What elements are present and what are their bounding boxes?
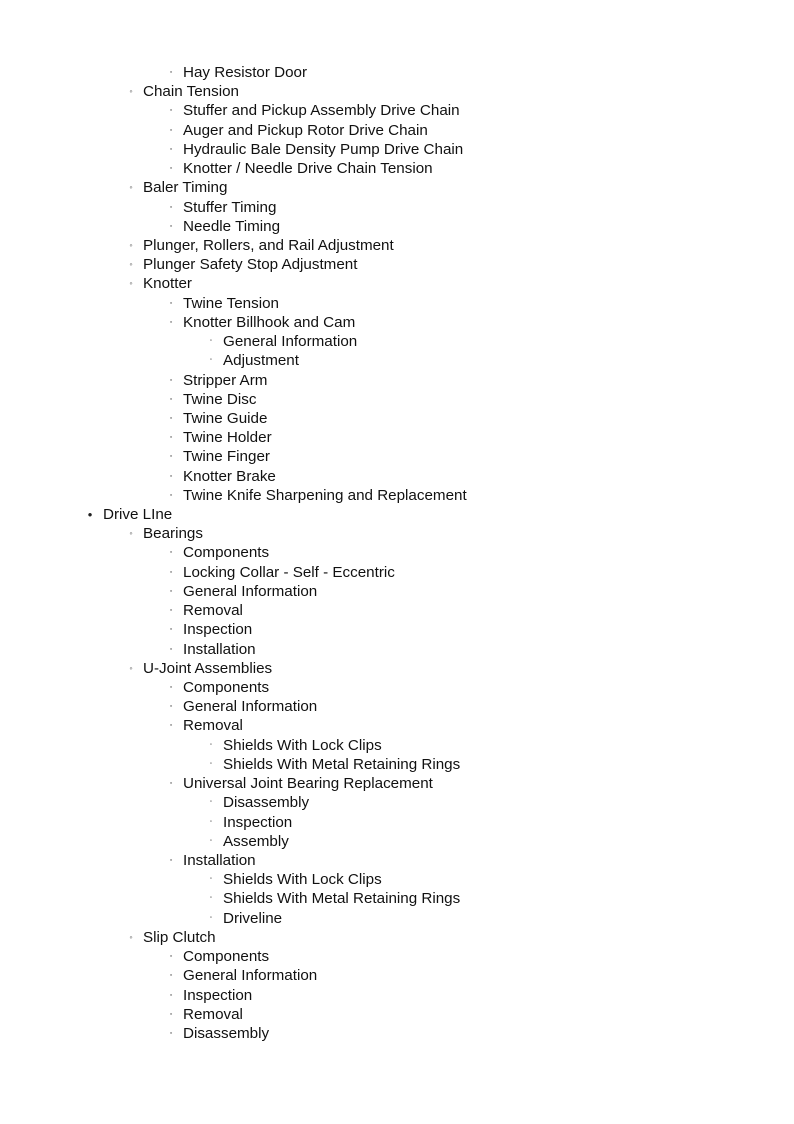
bullet-icon: ▫	[169, 953, 173, 961]
outline-item-level-4	[0, 793, 794, 812]
outline-item-level-3	[0, 101, 794, 120]
outline-item-level-3	[0, 1024, 794, 1043]
bullet-icon: ▫	[169, 318, 173, 326]
outline-item-level-3	[0, 947, 794, 966]
bullet-icon: ▫	[169, 126, 173, 134]
outline-item-label: Components	[183, 544, 270, 562]
outline-item-label: Driveline	[223, 909, 283, 927]
bullet-icon: ◦	[129, 259, 133, 270]
outline-item-level-4	[0, 870, 794, 889]
outline-item-level-4	[0, 909, 794, 928]
outline-item-label: Installation	[183, 640, 256, 658]
bullet-icon: ▫	[209, 357, 213, 364]
outline-item-label: Twine Holder	[183, 429, 272, 447]
bullet-icon: ◦	[129, 278, 133, 289]
outline-item-level-3	[0, 390, 794, 409]
outline-item-level-2	[0, 82, 794, 101]
bullet-icon: ▫	[169, 472, 173, 480]
outline-item-level-3	[0, 447, 794, 466]
bullet-icon: ▫	[209, 338, 213, 345]
outline-item-level-3	[0, 774, 794, 793]
outline-item-label: Universal Joint Bearing Replacement	[183, 775, 433, 793]
outline-item-level-3	[0, 601, 794, 620]
outline-item-label: Needle Timing	[183, 217, 281, 235]
outline-item-label: Assembly	[223, 832, 289, 850]
outline-item-label: Knotter Billhook and Cam	[183, 313, 356, 331]
bullet-icon: ▫	[169, 722, 173, 730]
outline-item-label: Stuffer and Pickup Assembly Drive Chain	[183, 102, 460, 120]
bullet-icon: •	[87, 507, 93, 523]
outline-item-level-3	[0, 371, 794, 390]
document-outline	[0, 63, 794, 1043]
bullet-icon: ▫	[169, 299, 173, 307]
outline-item-label: General Information	[183, 582, 318, 600]
outline-item-label: Twine Guide	[183, 409, 268, 427]
outline-item-level-4	[0, 351, 794, 370]
outline-item-label: Disassembly	[223, 794, 310, 812]
outline-item-level-2	[0, 524, 794, 543]
outline-item-level-3	[0, 121, 794, 140]
outline-item-label: Components	[183, 948, 270, 966]
outline-item-label: Twine Disc	[183, 390, 257, 408]
outline-item-label: Knotter	[143, 275, 192, 293]
outline-item-level-3	[0, 697, 794, 716]
bullet-icon: ▫	[209, 895, 213, 902]
bullet-icon: ▫	[169, 780, 173, 788]
bullet-icon: ◦	[129, 528, 133, 539]
bullet-icon: ▫	[209, 799, 213, 806]
outline-item-label: General Information	[223, 333, 358, 351]
bullet-icon: ▫	[169, 222, 173, 230]
outline-item-level-3	[0, 428, 794, 447]
outline-item-level-3	[0, 986, 794, 1005]
outline-item-label: Locking Collar - Self - Eccentric	[183, 563, 395, 581]
bullet-icon: ▫	[169, 972, 173, 980]
outline-item-label: Plunger Safety Stop Adjustment	[143, 256, 358, 274]
outline-item-level-4	[0, 832, 794, 851]
bullet-icon: ▫	[169, 1029, 173, 1037]
outline-item-level-3	[0, 198, 794, 217]
outline-item-level-3	[0, 620, 794, 639]
outline-item-level-2	[0, 178, 794, 197]
outline-item-label: Bearings	[143, 525, 203, 543]
outline-item-label: Twine Finger	[183, 448, 270, 466]
outline-item-level-3	[0, 467, 794, 486]
bullet-icon: ▫	[169, 414, 173, 422]
outline-item-level-3	[0, 678, 794, 697]
outline-item-label: General Information	[183, 698, 318, 716]
bullet-icon: ▫	[169, 165, 173, 173]
outline-item-label: Components	[183, 679, 270, 696]
bullet-icon: ▫	[209, 760, 213, 767]
bullet-icon: ▫	[169, 453, 173, 461]
outline-item-label: Removal	[183, 602, 243, 620]
bullet-icon: ▫	[169, 434, 173, 442]
outline-item-level-4	[0, 755, 794, 774]
bullet-icon: ▫	[209, 914, 213, 921]
outline-item-level-3	[0, 543, 794, 562]
outline-item-level-2	[0, 274, 794, 293]
bullet-icon: ▫	[169, 1010, 173, 1018]
outline-item-level-2	[0, 255, 794, 274]
outline-item-label: Inspection	[183, 621, 253, 639]
outline-item-level-3	[0, 217, 794, 236]
outline-item-label: Inspection	[223, 813, 293, 831]
outline-item-label: Installation	[183, 851, 256, 869]
outline-item-level-2	[0, 928, 794, 947]
outline-item-level-3	[0, 409, 794, 428]
outline-item-level-3	[0, 563, 794, 582]
outline-item-label: U-Joint Assemblies	[143, 659, 273, 677]
outline-item-label: Removal	[183, 717, 243, 735]
bullet-icon: ◦	[129, 86, 133, 97]
outline-item-label: Knotter Brake	[183, 467, 276, 485]
bullet-icon: ▫	[169, 645, 173, 653]
bullet-icon: ▫	[169, 549, 173, 557]
outline-item-label: Auger and Pickup Rotor Drive Chain	[183, 121, 428, 139]
bullet-icon: ◦	[129, 662, 133, 673]
outline-item-level-3	[0, 716, 794, 735]
bullet-icon: ▫	[169, 69, 173, 76]
outline-item-label: Shields With Lock Clips	[223, 736, 382, 754]
outline-item-label: Knotter / Needle Drive Chain Tension	[183, 160, 433, 178]
bullet-icon: ▫	[209, 876, 213, 883]
bullet-icon: ▫	[169, 991, 173, 999]
outline-item-level-3	[0, 486, 794, 505]
bullet-icon: ▫	[169, 703, 173, 711]
outline-item-level-2	[0, 659, 794, 678]
outline-item-level-4	[0, 813, 794, 832]
outline-item-label: Disassembly	[183, 1024, 270, 1042]
bullet-icon: ▫	[209, 818, 213, 825]
outline-item-label: General Information	[183, 967, 318, 985]
bullet-icon: ▫	[169, 395, 173, 403]
bullet-icon: ▫	[169, 491, 173, 499]
outline-item-level-3	[0, 640, 794, 659]
bullet-icon: ▫	[169, 684, 173, 691]
outline-item-label: Shields With Metal Retaining Rings	[223, 755, 461, 773]
outline-item-label: Inspection	[183, 986, 253, 1004]
bullet-icon: ◦	[129, 931, 133, 942]
outline-item-level-4	[0, 332, 794, 351]
outline-item-label: Twine Knife Sharpening and Replacement	[183, 486, 467, 504]
bullet-icon: ▫	[169, 107, 173, 115]
outline-item-label: Stuffer Timing	[183, 198, 277, 216]
outline-item-level-3	[0, 313, 794, 332]
bullet-icon: ▫	[169, 856, 173, 864]
outline-item-level-3	[0, 294, 794, 313]
outline-item-level-3	[0, 582, 794, 601]
bullet-icon: ◦	[129, 182, 133, 193]
outline-item-label: Hydraulic Bale Density Pump Drive Chain	[183, 140, 464, 158]
bullet-icon: ▫	[169, 568, 173, 576]
outline-item-label: Chain Tension	[143, 83, 239, 101]
outline-item-level-2	[0, 236, 794, 255]
bullet-icon: ▫	[169, 607, 173, 615]
bullet-icon: ▫	[169, 626, 173, 634]
outline-item-label: Slip Clutch	[143, 928, 216, 946]
bullet-icon: ▫	[209, 741, 213, 748]
outline-item-level-3	[0, 140, 794, 159]
bullet-icon: ◦	[129, 239, 133, 250]
outline-item-level-3	[0, 159, 794, 178]
outline-item-label: Shields With Lock Clips	[223, 871, 382, 889]
outline-item-label: Hay Resistor Door	[183, 64, 308, 81]
bullet-icon: ▫	[169, 203, 173, 211]
bullet-icon: ▫	[209, 837, 213, 844]
outline-item-label: Adjustment	[223, 352, 299, 370]
outline-item-label: Drive LIne	[103, 506, 173, 524]
outline-item-level-3	[0, 63, 794, 82]
outline-item-label: Removal	[183, 1005, 243, 1023]
bullet-icon: ▫	[169, 587, 173, 595]
outline-item-level-3	[0, 966, 794, 985]
outline-item-level-1	[0, 505, 794, 524]
outline-item-label: Plunger, Rollers, and Rail Adjustment	[143, 236, 394, 254]
outline-item-label: Baler Timing	[143, 179, 228, 197]
outline-item-label: Shields With Metal Retaining Rings	[223, 890, 461, 908]
outline-item-label: Stripper Arm	[183, 371, 268, 389]
outline-item-level-3	[0, 851, 794, 870]
outline-item-level-3	[0, 1005, 794, 1024]
bullet-icon: ▫	[169, 376, 173, 384]
outline-item-level-4	[0, 736, 794, 755]
outline-item-level-4	[0, 889, 794, 908]
bullet-icon: ▫	[169, 145, 173, 153]
outline-item-label: Twine Tension	[183, 294, 279, 312]
